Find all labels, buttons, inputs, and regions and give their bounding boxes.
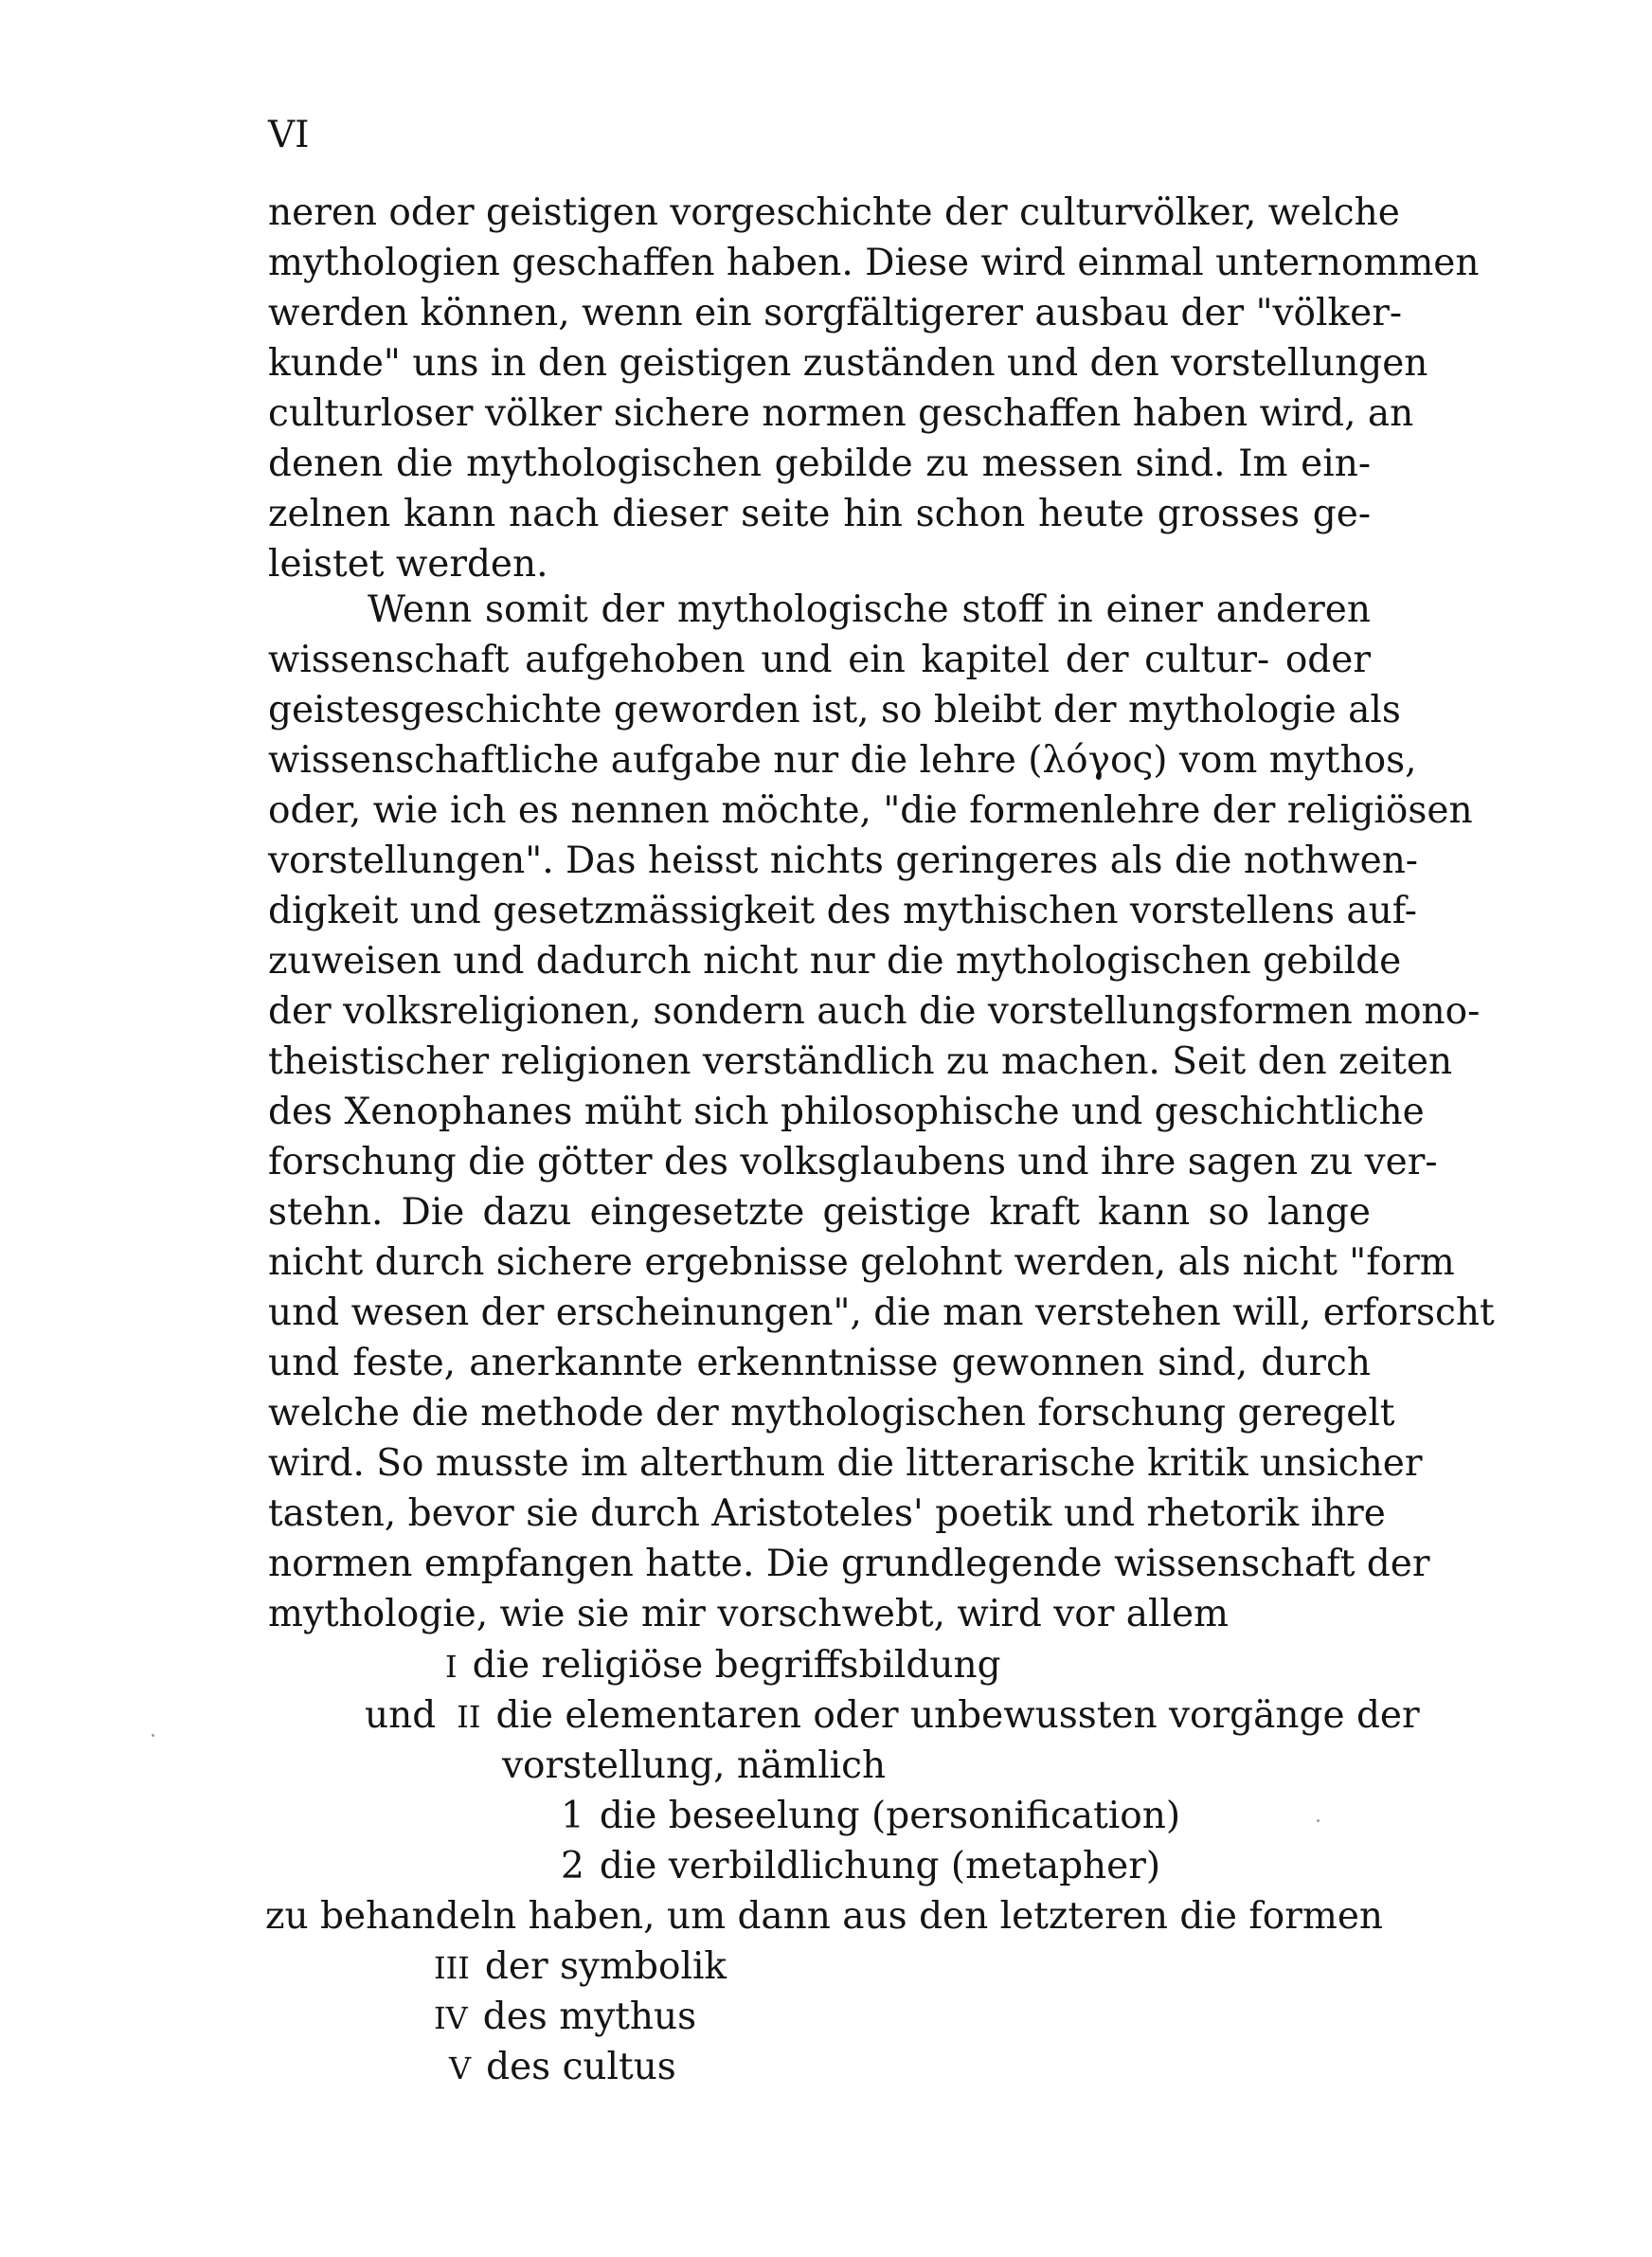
outline-text: des mythus [482, 1995, 697, 2038]
text-line: denen die mythologischen gebilde zu messen sind. Im ein- [268, 442, 1371, 485]
outline-sub-1 [561, 1791, 1180, 1841]
outline-text: die elementaren oder unbewussten vorgänge der [495, 1694, 1420, 1737]
text-line: digkeit und gesetzmässigkeit des mythischen vorstellens auf- [268, 890, 1417, 932]
outline-text: der symbolik [484, 1945, 727, 1988]
outline-text: die verbildlichung (metapher) [599, 1845, 1161, 1887]
arabic-numeral: 2 [561, 1845, 584, 1887]
text-line: geistesgeschichte geworden ist, so bleibt der mythologie als [268, 689, 1401, 731]
roman-numeral: I [445, 1649, 458, 1685]
outline-item-ii [365, 1690, 1420, 1741]
outline-text: die beseelung (personification) [599, 1795, 1181, 1837]
outline-sub-2 [561, 1841, 1160, 1891]
text-line: nicht durch sichere ergebnisse gelohnt werden, als nicht "form [268, 1241, 1455, 1284]
scan-speck [1317, 1819, 1320, 1822]
text-line: vorstellungen". Das heisst nichts geringeres als die nothwen- [268, 840, 1418, 882]
outline-item-iv [434, 1992, 696, 2042]
page-number: VI [268, 114, 310, 156]
text-line: tasten, bevor sie durch Aristoteles' poetik und rhetorik ihre [268, 1492, 1386, 1535]
text-line: des Xenophanes müht sich philosophische und geschichtliche [268, 1091, 1425, 1133]
text-line: werden können, wenn ein sorgfältigerer ausbau der "völker- [268, 292, 1403, 334]
text-line: leistet werden. [268, 543, 548, 586]
outline-item-v [449, 2042, 676, 2092]
text-line: welche die methode der mythologischen forschung geregelt [268, 1392, 1395, 1435]
roman-numeral: V [449, 2050, 472, 2086]
text-line: culturloser völker sichere normen geschaffen haben wird, an [268, 392, 1414, 435]
roman-numeral: II [457, 1699, 481, 1735]
outline-item-i [445, 1640, 1001, 1690]
outline-item-iii [434, 1941, 727, 1992]
text-line-indented: Wenn somit der mythologische stoff in einer anderen [368, 588, 1371, 631]
outline-text: des cultus [486, 2046, 676, 2088]
text-line: mythologien geschaffen haben. Diese wird einmal unternommen [268, 242, 1480, 284]
text-line: wissenschaftliche aufgabe nur die lehre (λόγος) vom mythos, [268, 739, 1417, 782]
text-line: forschung die götter des volksglaubens und ihre sagen zu ver- [268, 1141, 1438, 1183]
outline-continuation: vorstellung, nämlich [502, 1744, 887, 1787]
outline-connector: zu behandeln haben, um dann aus den letzteren die formen [265, 1895, 1384, 1938]
text-line: zuweisen und dadurch nicht nur die mythologischen gebilde [268, 940, 1402, 983]
roman-numeral: III [434, 1950, 470, 1986]
text-line: der volksreligionen, sondern auch die vorstellungsformen mono- [268, 990, 1481, 1033]
text-line: theistischer religionen verständlich zu machen. Seit den zeiten [268, 1040, 1453, 1083]
text-line: und feste, anerkannte erkenntnisse gewonnen sind, durch [268, 1342, 1371, 1384]
text-line: mythologie, wie sie mir vorschwebt, wird vor allem [268, 1593, 1230, 1635]
text-line: zelnen kann nach dieser seite hin schon heute grosses ge- [268, 493, 1371, 535]
text-line: wird. So musste im alterthum die litterarische kritik unsicher [268, 1442, 1423, 1485]
text-line: wissenschaft aufgehoben und ein kapitel der cultur- oder [268, 639, 1371, 681]
outline-prefix: und [365, 1694, 437, 1737]
scan-speck [152, 1734, 154, 1737]
arabic-numeral: 1 [561, 1795, 584, 1837]
text-line: kunde" uns in den geistigen zuständen und den vorstellungen [268, 342, 1428, 385]
text-line: stehn. Die dazu eingesetzte geistige kraft kann so lange [268, 1191, 1371, 1234]
text-line: neren oder geistigen vorgeschichte der culturvölker, welche [268, 191, 1400, 234]
roman-numeral: IV [434, 2000, 468, 2036]
text-line: und wesen der erscheinungen", die man verstehen will, erforscht [268, 1291, 1495, 1334]
outline-text: die religiöse begriffsbildung [472, 1644, 1001, 1687]
text-line: normen empfangen hatte. Die grundlegende wissenschaft der [268, 1543, 1430, 1585]
text-line: oder, wie ich es nennen möchte, "die formenlehre der religiösen [268, 789, 1473, 832]
